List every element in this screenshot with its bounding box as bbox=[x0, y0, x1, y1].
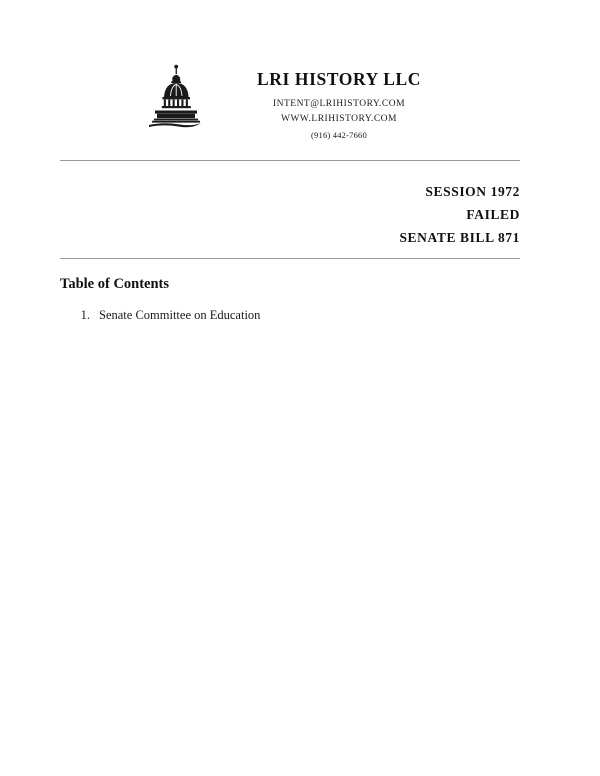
list-item-label: Senate Committee on Education bbox=[99, 308, 261, 322]
bill-heading bbox=[399, 180, 520, 250]
organization-name: LRI HISTORY LLC bbox=[257, 69, 421, 89]
divider-bottom bbox=[60, 258, 520, 259]
organization-phone: (916) 442-7660 bbox=[311, 129, 367, 140]
divider-top bbox=[60, 160, 520, 161]
organization-block bbox=[219, 58, 459, 140]
table-of-contents-title: Table of Contents bbox=[60, 276, 170, 292]
list-item[interactable] bbox=[68, 306, 488, 325]
status-line: FAILED bbox=[466, 207, 520, 223]
table-of-contents-list bbox=[68, 306, 488, 325]
list-item-number: 1. bbox=[80, 308, 90, 322]
letterhead bbox=[0, 58, 600, 140]
session-line: SESSION 1972 bbox=[425, 184, 520, 199]
bill-number-line: SENATE BILL 871 bbox=[399, 230, 520, 246]
organization-website: WWW.LRIHISTORY.COM bbox=[281, 113, 397, 124]
organization-email: INTENT@LRIHISTORY.COM bbox=[272, 99, 406, 110]
capitol-dome-logo-icon bbox=[141, 64, 213, 136]
